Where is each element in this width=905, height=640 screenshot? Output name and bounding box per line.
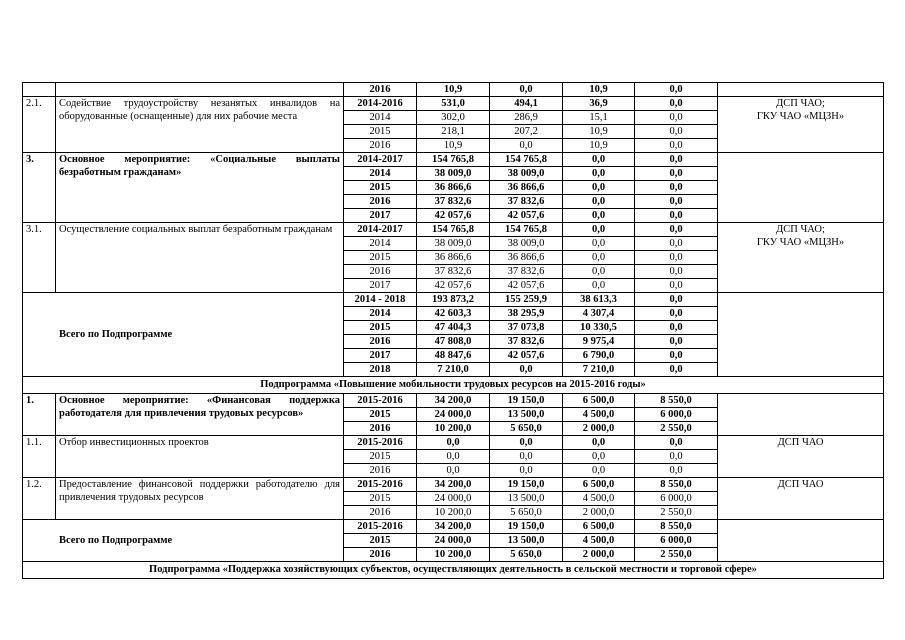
- value-cell: 0,0: [563, 436, 635, 450]
- table-row: [23, 223, 884, 237]
- executor-cell: [718, 520, 884, 562]
- value-cell: 0,0: [563, 237, 635, 251]
- value-cell: 2 550,0: [635, 506, 718, 520]
- value-cell: 38 613,3: [563, 293, 635, 307]
- value-cell: 0,0: [563, 251, 635, 265]
- value-cell: 0,0: [490, 450, 563, 464]
- period-cell: 2016: [344, 548, 417, 562]
- value-cell: 4 500,0: [563, 534, 635, 548]
- period-cell: 2016: [344, 506, 417, 520]
- value-cell: 0,0: [635, 279, 718, 293]
- budget-table: [22, 82, 884, 579]
- value-cell: 6 500,0: [563, 520, 635, 534]
- period-cell: 2017: [344, 279, 417, 293]
- value-cell: 6 500,0: [563, 394, 635, 408]
- value-cell: 36 866,6: [417, 181, 490, 195]
- period-cell: 2015-2016: [344, 436, 417, 450]
- value-cell: 0,0: [490, 363, 563, 377]
- period-cell: 2014-2016: [344, 97, 417, 111]
- measure-name: Предоставление финансовой поддержки работодателю для привлечения трудовых ресурсов: [56, 478, 344, 520]
- value-cell: 37 073,8: [490, 321, 563, 335]
- value-cell: 0,0: [563, 464, 635, 478]
- period-cell: 2017: [344, 209, 417, 223]
- value-cell: 38 295,9: [490, 307, 563, 321]
- value-cell: 0,0: [635, 436, 718, 450]
- value-cell: 0,0: [563, 195, 635, 209]
- row-number: 3.1.: [23, 223, 56, 293]
- value-cell: 13 500,0: [490, 408, 563, 422]
- value-cell: 6 000,0: [635, 408, 718, 422]
- value-cell: 10,9: [563, 83, 635, 97]
- value-cell: 0,0: [635, 97, 718, 111]
- value-cell: 24 000,0: [417, 492, 490, 506]
- period-cell: 2015: [344, 125, 417, 139]
- value-cell: 19 150,0: [490, 478, 563, 492]
- period-cell: 2015-2016: [344, 520, 417, 534]
- executor-name: ГКУ ЧАО «МЦЗН»: [756, 111, 845, 122]
- period-cell: 2014-2017: [344, 223, 417, 237]
- value-cell: 0,0: [417, 450, 490, 464]
- value-cell: 2 000,0: [563, 506, 635, 520]
- executor-name: ДСП ЧАО: [777, 479, 824, 490]
- row-number: 1.1.: [23, 436, 56, 478]
- value-cell: 10 200,0: [417, 422, 490, 436]
- value-cell: 0,0: [635, 111, 718, 125]
- value-cell: 8 550,0: [635, 478, 718, 492]
- value-cell: 0,0: [635, 139, 718, 153]
- value-cell: 286,9: [490, 111, 563, 125]
- period-cell: 2015-2016: [344, 478, 417, 492]
- table-row: [23, 97, 884, 111]
- value-cell: 2 000,0: [563, 548, 635, 562]
- value-cell: 38 009,0: [490, 167, 563, 181]
- value-cell: 10 200,0: [417, 506, 490, 520]
- period-cell: 2015: [344, 450, 417, 464]
- executor-cell: [718, 153, 884, 223]
- period-cell: 2015: [344, 492, 417, 506]
- value-cell: 154 765,8: [490, 153, 563, 167]
- value-cell: 4 307,4: [563, 307, 635, 321]
- value-cell: 302,0: [417, 111, 490, 125]
- section-row: [23, 377, 884, 394]
- period-cell: 2015: [344, 321, 417, 335]
- total-label-cell: Всего по Подпрограмме: [23, 293, 344, 377]
- value-cell: 0,0: [635, 223, 718, 237]
- value-cell: 9 975,4: [563, 335, 635, 349]
- value-cell: 10 330,5: [563, 321, 635, 335]
- value-cell: 193 873,2: [417, 293, 490, 307]
- value-cell: 38 009,0: [417, 167, 490, 181]
- value-cell: 10,9: [417, 83, 490, 97]
- row-number: 2.1.: [23, 97, 56, 153]
- value-cell: 37 832,6: [417, 195, 490, 209]
- value-cell: 19 150,0: [490, 394, 563, 408]
- value-cell: 0,0: [635, 335, 718, 349]
- value-cell: 0,0: [563, 223, 635, 237]
- value-cell: 38 009,0: [490, 237, 563, 251]
- period-cell: 2015: [344, 408, 417, 422]
- value-cell: 494,1: [490, 97, 563, 111]
- period-cell: 2014: [344, 167, 417, 181]
- value-cell: 8 550,0: [635, 394, 718, 408]
- value-cell: 48 847,6: [417, 349, 490, 363]
- value-cell: 6 500,0: [563, 478, 635, 492]
- section-row: [23, 562, 884, 579]
- value-cell: 0,0: [490, 464, 563, 478]
- value-cell: 0,0: [490, 436, 563, 450]
- value-cell: 15,1: [563, 111, 635, 125]
- value-cell: 34 200,0: [417, 520, 490, 534]
- value-cell: 0,0: [417, 464, 490, 478]
- period-cell: 2014: [344, 111, 417, 125]
- value-cell: 37 832,6: [490, 265, 563, 279]
- value-cell: 0,0: [635, 153, 718, 167]
- period-cell: 2018: [344, 363, 417, 377]
- value-cell: 0,0: [635, 83, 718, 97]
- value-cell: 10 200,0: [417, 548, 490, 562]
- value-cell: 0,0: [635, 237, 718, 251]
- period-cell: 2016: [344, 195, 417, 209]
- period-cell: 2015: [344, 534, 417, 548]
- value-cell: 0,0: [635, 265, 718, 279]
- value-cell: 207,2: [490, 125, 563, 139]
- value-cell: 42 603,3: [417, 307, 490, 321]
- period-cell: 2016: [344, 464, 417, 478]
- table-body: [23, 83, 884, 579]
- value-cell: 42 057,6: [417, 279, 490, 293]
- value-cell: 10,9: [563, 139, 635, 153]
- period-cell: 2016: [344, 83, 417, 97]
- value-cell: 154 765,8: [417, 223, 490, 237]
- value-cell: 4 500,0: [563, 492, 635, 506]
- value-cell: 5 650,0: [490, 506, 563, 520]
- value-cell: 0,0: [635, 195, 718, 209]
- period-cell: 2015: [344, 181, 417, 195]
- subprogram-heading: Подпрограмма «Повышение мобильности трудовых ресурсов на 2015-2016 годы»: [23, 377, 884, 394]
- value-cell: 0,0: [417, 436, 490, 450]
- measure-name: Содействие трудоустройству незанятых инвалидов на оборудованные (оснащенные) для них рабочие места: [56, 97, 344, 153]
- period-cell: 2015: [344, 251, 417, 265]
- measure-name: [56, 83, 344, 97]
- value-cell: 0,0: [563, 167, 635, 181]
- value-cell: 2 550,0: [635, 422, 718, 436]
- value-cell: 34 200,0: [417, 478, 490, 492]
- total-label-cell: Всего по Подпрограмме: [23, 520, 344, 562]
- row-number: 1.2.: [23, 478, 56, 520]
- value-cell: 0,0: [563, 450, 635, 464]
- executor-name: ГКУ ЧАО «МЦЗН»: [756, 237, 845, 248]
- value-cell: 0,0: [635, 450, 718, 464]
- value-cell: 10,9: [417, 139, 490, 153]
- value-cell: 7 210,0: [563, 363, 635, 377]
- value-cell: 42 057,6: [490, 279, 563, 293]
- executor-cell: [718, 436, 884, 478]
- executor-name: ДСП ЧАО: [777, 437, 824, 448]
- period-cell: 2014: [344, 307, 417, 321]
- value-cell: 38 009,0: [417, 237, 490, 251]
- row-number: [23, 83, 56, 97]
- measure-name: Основное мероприятие: «Финансовая поддержка работодателя для привлечения трудовых ресурсов»: [56, 394, 344, 436]
- value-cell: 154 765,8: [490, 223, 563, 237]
- value-cell: 24 000,0: [417, 408, 490, 422]
- measure-name: Осуществление социальных выплат безработным гражданам: [56, 223, 344, 293]
- value-cell: 4 500,0: [563, 408, 635, 422]
- executor-cell: [718, 293, 884, 377]
- value-cell: 5 650,0: [490, 548, 563, 562]
- value-cell: 42 057,6: [417, 209, 490, 223]
- value-cell: 0,0: [635, 321, 718, 335]
- period-cell: 2016: [344, 335, 417, 349]
- row-number: 1.: [23, 394, 56, 436]
- subprogram-heading: Подпрограмма «Поддержка хозяйствующих субъектов, осуществляющих деятельность в сельской местности и торговой сфере»: [23, 562, 884, 579]
- value-cell: 0,0: [635, 209, 718, 223]
- value-cell: 47 808,0: [417, 335, 490, 349]
- table-row: [23, 394, 884, 408]
- value-cell: 0,0: [635, 251, 718, 265]
- value-cell: 37 832,6: [417, 265, 490, 279]
- value-cell: 13 500,0: [490, 534, 563, 548]
- value-cell: 531,0: [417, 97, 490, 111]
- value-cell: 0,0: [635, 307, 718, 321]
- table-row: [23, 83, 884, 97]
- value-cell: 0,0: [635, 349, 718, 363]
- measure-name: Основное мероприятие: «Социальные выплаты безработным гражданам»: [56, 153, 344, 223]
- value-cell: 42 057,6: [490, 209, 563, 223]
- value-cell: 2 000,0: [563, 422, 635, 436]
- period-cell: 2014 - 2018: [344, 293, 417, 307]
- value-cell: 0,0: [635, 363, 718, 377]
- executor-cell: [718, 478, 884, 520]
- value-cell: 42 057,6: [490, 349, 563, 363]
- value-cell: 6 790,0: [563, 349, 635, 363]
- value-cell: 155 259,9: [490, 293, 563, 307]
- value-cell: 5 650,0: [490, 422, 563, 436]
- value-cell: 7 210,0: [417, 363, 490, 377]
- table-row: [23, 436, 884, 450]
- value-cell: 37 832,6: [490, 195, 563, 209]
- row-number: 3.: [23, 153, 56, 223]
- value-cell: 6 000,0: [635, 534, 718, 548]
- value-cell: 8 550,0: [635, 520, 718, 534]
- value-cell: 2 550,0: [635, 548, 718, 562]
- value-cell: 36 866,6: [417, 251, 490, 265]
- table-row: [23, 478, 884, 492]
- table-row: [23, 293, 884, 307]
- value-cell: 0,0: [635, 293, 718, 307]
- executor-name: ДСП ЧАО;: [776, 98, 825, 109]
- period-cell: 2016: [344, 422, 417, 436]
- value-cell: 36,9: [563, 97, 635, 111]
- executor-cell: [718, 97, 884, 153]
- value-cell: 0,0: [490, 139, 563, 153]
- period-cell: 2014: [344, 237, 417, 251]
- value-cell: 36 866,6: [490, 251, 563, 265]
- value-cell: 0,0: [635, 125, 718, 139]
- value-cell: 0,0: [563, 181, 635, 195]
- value-cell: 0,0: [490, 83, 563, 97]
- value-cell: 47 404,3: [417, 321, 490, 335]
- value-cell: 0,0: [635, 464, 718, 478]
- value-cell: 154 765,8: [417, 153, 490, 167]
- measure-name: Отбор инвестиционных проектов: [56, 436, 344, 478]
- period-cell: 2016: [344, 139, 417, 153]
- value-cell: 0,0: [563, 279, 635, 293]
- executor-cell: [718, 223, 884, 293]
- period-cell: 2015-2016: [344, 394, 417, 408]
- value-cell: 0,0: [563, 265, 635, 279]
- value-cell: 6 000,0: [635, 492, 718, 506]
- value-cell: 0,0: [563, 153, 635, 167]
- value-cell: 0,0: [635, 167, 718, 181]
- value-cell: 36 866,6: [490, 181, 563, 195]
- value-cell: 24 000,0: [417, 534, 490, 548]
- period-cell: 2014-2017: [344, 153, 417, 167]
- value-cell: 13 500,0: [490, 492, 563, 506]
- value-cell: 0,0: [635, 181, 718, 195]
- table-row: [23, 153, 884, 167]
- executor-name: ДСП ЧАО;: [776, 224, 825, 235]
- executor-cell: [718, 394, 884, 436]
- executor-cell: [718, 83, 884, 97]
- value-cell: 34 200,0: [417, 394, 490, 408]
- period-cell: 2016: [344, 265, 417, 279]
- value-cell: 19 150,0: [490, 520, 563, 534]
- value-cell: 10,9: [563, 125, 635, 139]
- value-cell: 218,1: [417, 125, 490, 139]
- value-cell: 0,0: [563, 209, 635, 223]
- value-cell: 37 832,6: [490, 335, 563, 349]
- period-cell: 2017: [344, 349, 417, 363]
- table-row: [23, 520, 884, 534]
